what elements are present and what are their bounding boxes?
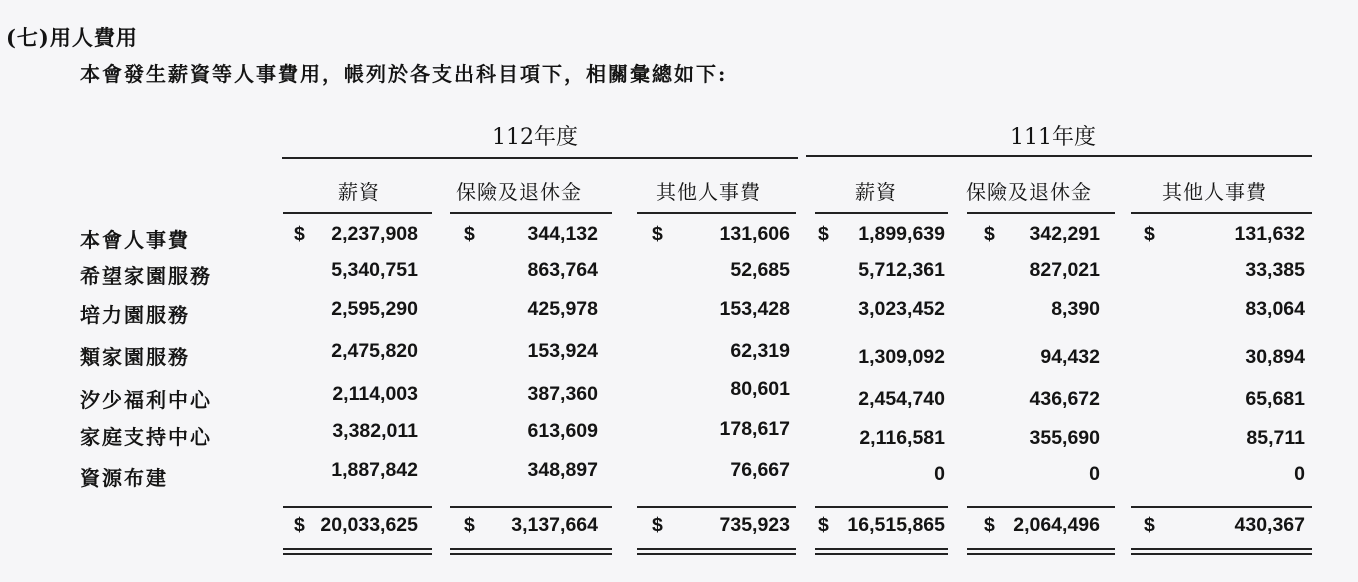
currency-symbol: $ bbox=[984, 223, 995, 245]
row-label: 類家園服務 bbox=[80, 345, 190, 369]
table-cell-value: 0 bbox=[1294, 463, 1305, 485]
table-cell-value: 863,764 bbox=[527, 259, 598, 281]
total-double-underline bbox=[283, 553, 432, 555]
row-label: 培力園服務 bbox=[80, 303, 190, 327]
table-cell-value: 30,894 bbox=[1245, 346, 1305, 368]
currency-symbol: $ bbox=[818, 223, 829, 245]
currency-symbol: $ bbox=[464, 514, 475, 536]
subtotal-line bbox=[1131, 506, 1312, 508]
table-cell-value: 344,132 bbox=[527, 223, 598, 245]
table-cell-value: 62,319 bbox=[730, 340, 790, 362]
column-header-underline bbox=[1131, 212, 1312, 214]
table-cell-value: 85,711 bbox=[1246, 427, 1305, 449]
total-double-underline bbox=[450, 553, 612, 555]
year-111-underline bbox=[806, 155, 1312, 157]
subtotal-line bbox=[815, 506, 948, 508]
column-header: 其他人事費 bbox=[1162, 180, 1267, 204]
subtotal-line bbox=[450, 506, 612, 508]
table-cell-value: 2,114,003 bbox=[332, 383, 418, 405]
currency-symbol: $ bbox=[294, 514, 305, 536]
table-cell-value: 2,475,820 bbox=[331, 340, 418, 362]
table-cell-value: 342,291 bbox=[1029, 223, 1100, 245]
table-cell-value: 3,382,011 bbox=[332, 420, 418, 442]
total-double-underline bbox=[637, 548, 796, 550]
row-label: 汐少福利中心 bbox=[80, 388, 212, 412]
year-112-underline bbox=[282, 157, 798, 159]
table-cell-value: 387,360 bbox=[527, 383, 598, 405]
table-cell-value: 2,237,908 bbox=[331, 223, 418, 245]
column-header: 保險及退休金 bbox=[456, 180, 582, 204]
currency-symbol: $ bbox=[1144, 514, 1155, 536]
total-value: 20,033,625 bbox=[320, 514, 418, 536]
currency-symbol: $ bbox=[1144, 223, 1155, 245]
column-header-underline bbox=[815, 212, 948, 214]
table-cell-value: 5,712,361 bbox=[858, 259, 945, 281]
table-cell-value: 613,609 bbox=[527, 420, 598, 442]
table-cell-value: 131,606 bbox=[719, 223, 790, 245]
column-header-underline bbox=[283, 212, 432, 214]
table-cell-value: 178,617 bbox=[719, 418, 790, 440]
table-cell-value: 2,116,581 bbox=[859, 427, 945, 449]
currency-symbol: $ bbox=[652, 223, 663, 245]
total-double-underline bbox=[283, 548, 432, 550]
column-header: 薪資 bbox=[855, 180, 897, 204]
total-double-underline bbox=[815, 548, 948, 550]
subtotal-line bbox=[283, 506, 432, 508]
table-cell-value: 1,899,639 bbox=[858, 223, 945, 245]
total-value: 16,515,865 bbox=[847, 514, 945, 536]
column-header-underline bbox=[450, 212, 612, 214]
total-double-underline bbox=[815, 553, 948, 555]
subtotal-line bbox=[967, 506, 1115, 508]
total-value: 3,137,664 bbox=[511, 514, 598, 536]
column-header: 保險及退休金 bbox=[966, 180, 1092, 204]
table-cell-value: 5,340,751 bbox=[331, 259, 418, 281]
table-cell-value: 33,385 bbox=[1245, 259, 1305, 281]
column-header-underline bbox=[637, 212, 796, 214]
table-cell-value: 8,390 bbox=[1051, 298, 1100, 320]
table-cell-value: 348,897 bbox=[527, 459, 598, 481]
currency-symbol: $ bbox=[464, 223, 475, 245]
intro-text: 本會發生薪資等人事費用，帳列於各支出科目項下，相關彙總如下: bbox=[80, 62, 728, 86]
row-label: 希望家園服務 bbox=[80, 264, 212, 288]
column-header-underline bbox=[967, 212, 1115, 214]
table-cell-value: 2,595,290 bbox=[331, 298, 418, 320]
currency-symbol: $ bbox=[652, 514, 663, 536]
table-cell-value: 153,428 bbox=[719, 298, 790, 320]
currency-symbol: $ bbox=[984, 514, 995, 536]
row-label: 資源布建 bbox=[80, 466, 168, 490]
column-header: 其他人事費 bbox=[656, 180, 761, 204]
table-cell-value: 0 bbox=[1089, 463, 1100, 485]
table-cell-value: 436,672 bbox=[1029, 388, 1100, 410]
row-label: 本會人事費 bbox=[80, 228, 190, 252]
year-111-header: 111年度 bbox=[1010, 125, 1096, 150]
total-double-underline bbox=[1131, 548, 1312, 550]
total-value: 2,064,496 bbox=[1013, 514, 1100, 536]
table-cell-value: 153,924 bbox=[527, 340, 598, 362]
total-value: 735,923 bbox=[719, 514, 790, 536]
table-cell-value: 94,432 bbox=[1040, 346, 1100, 368]
total-double-underline bbox=[637, 553, 796, 555]
table-cell-value: 52,685 bbox=[730, 259, 790, 281]
table-cell-value: 65,681 bbox=[1245, 388, 1305, 410]
table-cell-value: 0 bbox=[934, 463, 945, 485]
table-cell-value: 3,023,452 bbox=[858, 298, 945, 320]
subtotal-line bbox=[637, 506, 796, 508]
table-cell-value: 2,454,740 bbox=[858, 388, 945, 410]
currency-symbol: $ bbox=[818, 514, 829, 536]
total-double-underline bbox=[450, 548, 612, 550]
table-cell-value: 827,021 bbox=[1029, 259, 1100, 281]
table-cell-value: 83,064 bbox=[1245, 298, 1305, 320]
year-112-header: 112年度 bbox=[492, 125, 578, 150]
total-double-underline bbox=[1131, 553, 1312, 555]
section-heading: (七)用人費用 bbox=[6, 25, 138, 50]
table-cell-value: 1,309,092 bbox=[858, 346, 945, 368]
table-cell-value: 76,667 bbox=[730, 459, 790, 481]
table-cell-value: 355,690 bbox=[1029, 427, 1100, 449]
total-double-underline bbox=[967, 553, 1115, 555]
total-double-underline bbox=[967, 548, 1115, 550]
table-cell-value: 1,887,842 bbox=[331, 459, 418, 481]
table-cell-value: 80,601 bbox=[730, 378, 790, 400]
currency-symbol: $ bbox=[294, 223, 305, 245]
column-header: 薪資 bbox=[338, 180, 380, 204]
table-cell-value: 131,632 bbox=[1234, 223, 1305, 245]
table-cell-value: 425,978 bbox=[527, 298, 598, 320]
total-value: 430,367 bbox=[1234, 514, 1305, 536]
row-label: 家庭支持中心 bbox=[80, 425, 212, 449]
